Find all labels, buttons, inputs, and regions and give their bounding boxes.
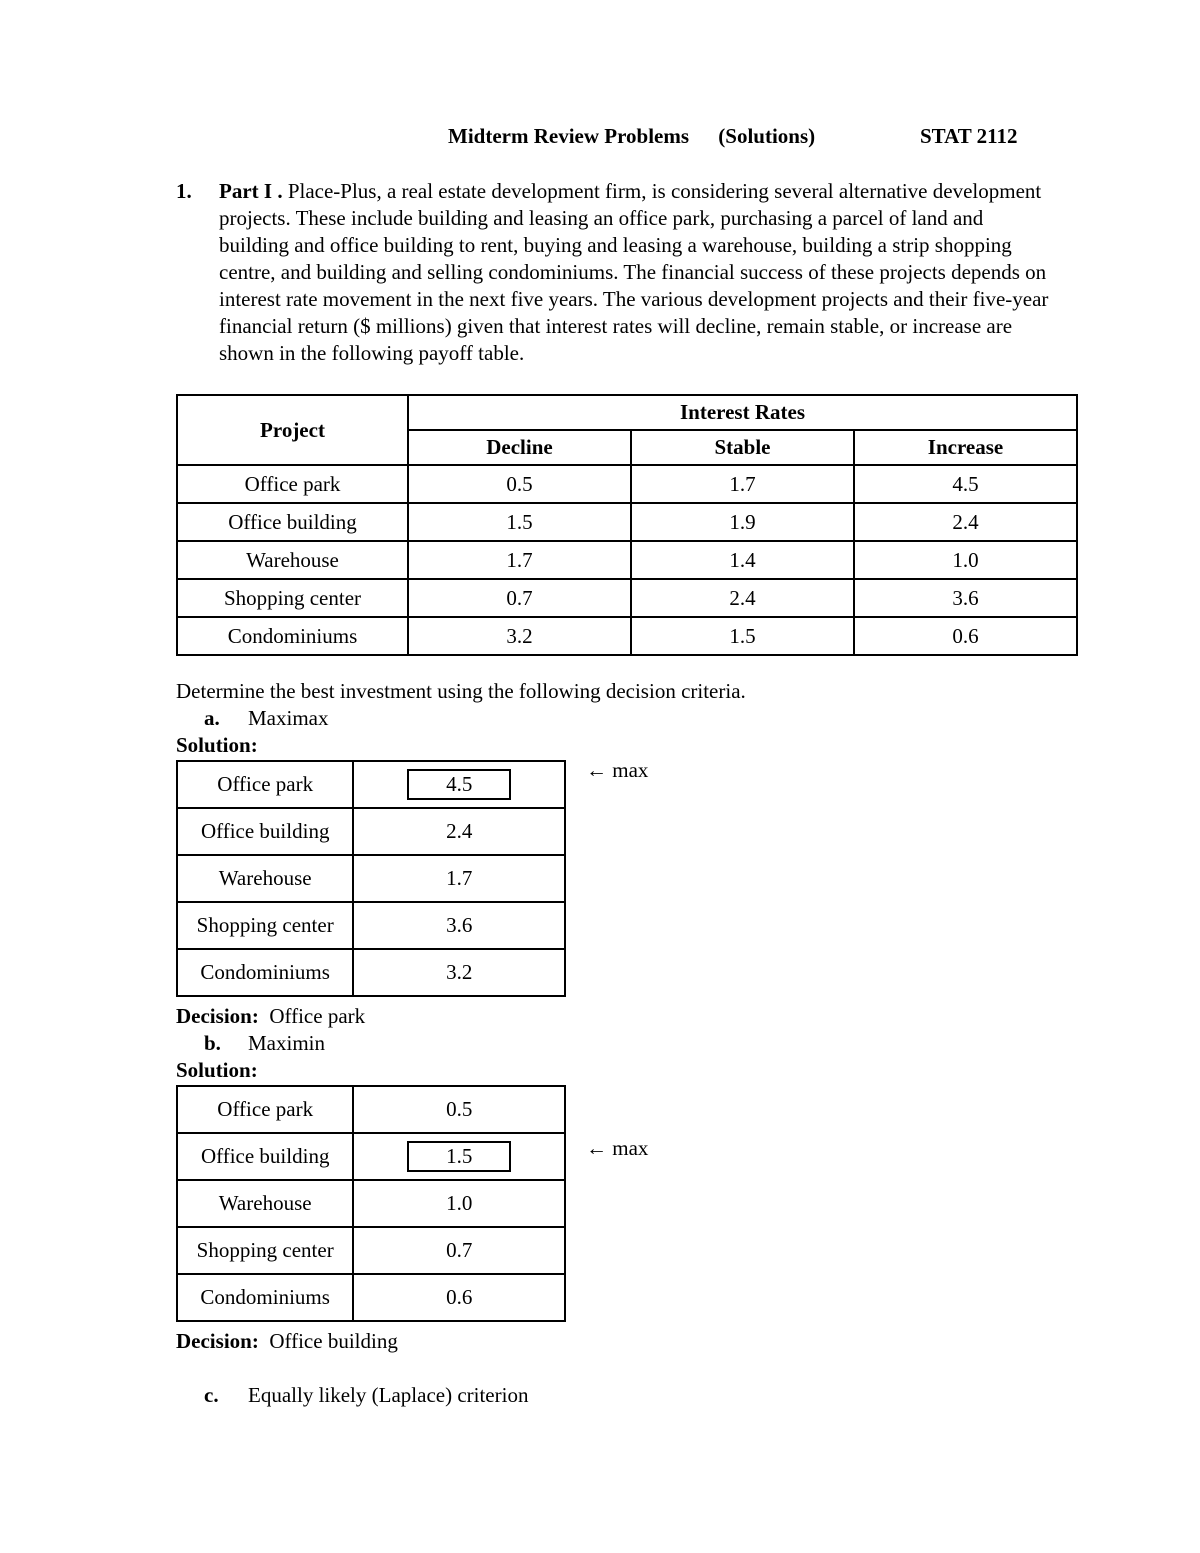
value-cell	[353, 1133, 565, 1180]
page-title: Midterm Review Problems	[448, 124, 690, 148]
problem-body	[219, 178, 1056, 367]
value-cell: 3.6	[854, 579, 1077, 617]
part-a-letter: a.	[204, 706, 220, 730]
value-cell: 1.7	[408, 541, 631, 579]
interest-rates-header: Interest Rates	[408, 395, 1077, 430]
project-cell: Office park	[177, 761, 353, 808]
part-c-letter: c.	[204, 1383, 219, 1407]
table-row	[177, 1227, 565, 1274]
value-cell: 2.4	[854, 503, 1077, 541]
maximin-table	[176, 1085, 566, 1322]
page-header	[448, 124, 1018, 149]
value-cell: 1.4	[631, 541, 854, 579]
part-b-decision	[176, 1329, 398, 1354]
payoff-header-row	[177, 395, 1077, 430]
table-row	[177, 902, 565, 949]
part-c-heading	[204, 1383, 528, 1408]
value-cell: 3.2	[353, 949, 565, 996]
table-row	[177, 1133, 565, 1180]
value-cell: 3.2	[408, 617, 631, 655]
decision-value: Office building	[269, 1329, 398, 1353]
part-b-heading	[204, 1031, 325, 1056]
highlighted-max-value: 4.5	[407, 769, 511, 800]
value-cell: 1.5	[631, 617, 854, 655]
page-subtitle: (Solutions)	[718, 124, 816, 148]
project-cell: Condominiums	[177, 617, 408, 655]
value-cell: 1.7	[631, 465, 854, 503]
project-cell: Shopping center	[177, 1227, 353, 1274]
table-row	[177, 1274, 565, 1321]
project-cell: Office building	[177, 1133, 353, 1180]
table-row	[177, 617, 1077, 655]
value-cell: 1.7	[353, 855, 565, 902]
solution-label: Solution:	[176, 1058, 258, 1082]
project-cell: Shopping center	[177, 579, 408, 617]
part-c-name: Equally likely (Laplace) criterion	[248, 1383, 529, 1407]
table-row	[177, 579, 1077, 617]
value-cell: 1.0	[353, 1180, 565, 1227]
project-cell: Shopping center	[177, 902, 353, 949]
project-cell: Condominiums	[177, 1274, 353, 1321]
problem-statement	[176, 178, 1056, 367]
value-cell: 0.6	[353, 1274, 565, 1321]
table-row	[177, 761, 565, 808]
column-header: Increase	[854, 430, 1077, 465]
solution-label: Solution:	[176, 733, 258, 757]
value-cell: 1.0	[854, 541, 1077, 579]
part-a-decision	[176, 1004, 365, 1029]
value-cell: 0.5	[408, 465, 631, 503]
highlighted-max-value: 1.5	[407, 1141, 511, 1172]
project-cell: Warehouse	[177, 541, 408, 579]
value-cell: 1.5	[408, 503, 631, 541]
part-b-solution-label	[176, 1058, 258, 1083]
table-row	[177, 855, 565, 902]
table-row	[177, 1086, 565, 1133]
column-header: Decline	[408, 430, 631, 465]
course-code: STAT 2112	[920, 124, 1018, 148]
problem-number: 1.	[176, 179, 192, 203]
value-cell: 0.7	[408, 579, 631, 617]
max-arrow-label: ← max	[586, 1136, 649, 1160]
table-row	[177, 503, 1077, 541]
problem-text: Place-Plus, a real estate development firm, is considering several alternative development projects. These include building and leasing an office park, purchasing a parcel of land and building and office building to rent, buying and leasing a warehouse, building a strip shopping centre, and building and selling condominiums. The financial success of these projects depends on interest rate movement in the next five years. The various development projects and their five-year financial return ($ millions) given that interest rates will decline, remain stable, or increase are shown in the following payoff table.	[219, 179, 1049, 365]
table-row	[177, 949, 565, 996]
payoff-table	[176, 394, 1078, 656]
value-cell: 0.6	[854, 617, 1077, 655]
column-header: Stable	[631, 430, 854, 465]
decision-label: Decision:	[176, 1329, 259, 1353]
project-header: Project	[177, 395, 408, 465]
value-cell: 3.6	[353, 902, 565, 949]
project-cell: Office park	[177, 1086, 353, 1133]
maximax-table	[176, 760, 566, 997]
decision-label: Decision:	[176, 1004, 259, 1028]
value-cell: 0.5	[353, 1086, 565, 1133]
part-b-name: Maximin	[248, 1031, 325, 1055]
part-a-solution-label	[176, 733, 258, 758]
value-cell: 0.7	[353, 1227, 565, 1274]
part-b-letter: b.	[204, 1031, 221, 1055]
project-cell: Office park	[177, 465, 408, 503]
part-a-name: Maximax	[248, 706, 329, 730]
table-row	[177, 465, 1077, 503]
value-cell: 1.9	[631, 503, 854, 541]
part-a-heading	[204, 706, 328, 731]
value-cell	[353, 761, 565, 808]
table-row	[177, 808, 565, 855]
decision-value: Office park	[269, 1004, 366, 1028]
max-arrow-label: ← max	[586, 758, 649, 782]
table-row	[177, 1180, 565, 1227]
value-cell: 4.5	[854, 465, 1077, 503]
project-cell: Office building	[177, 503, 408, 541]
project-cell: Warehouse	[177, 855, 353, 902]
criteria-intro: Determine the best investment using the following decision criteria.	[176, 679, 746, 703]
project-cell: Condominiums	[177, 949, 353, 996]
value-cell: 2.4	[353, 808, 565, 855]
project-cell: Office building	[177, 808, 353, 855]
project-cell: Warehouse	[177, 1180, 353, 1227]
table-row	[177, 541, 1077, 579]
value-cell: 2.4	[631, 579, 854, 617]
part-label: Part I .	[219, 179, 283, 203]
